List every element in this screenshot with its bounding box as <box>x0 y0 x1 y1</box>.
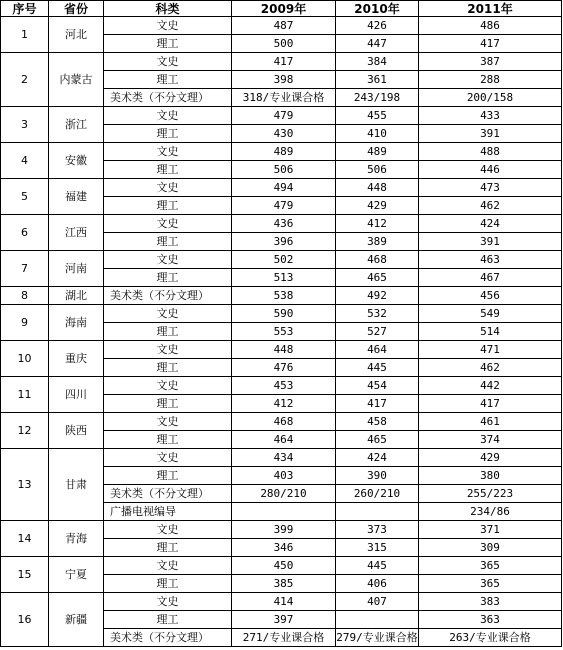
category-cell: 文史 <box>104 107 232 125</box>
score-2011: 387 <box>419 53 562 71</box>
score-2010: 454 <box>336 377 419 395</box>
province-cell: 湖北 <box>49 287 104 305</box>
score-2010: 279/专业课合格 <box>336 629 419 647</box>
score-2009: 417 <box>232 53 336 71</box>
score-2009: 414 <box>232 593 336 611</box>
score-2010: 417 <box>336 395 419 413</box>
header-province: 省份 <box>49 1 104 17</box>
score-2011: 365 <box>419 575 562 593</box>
header-no: 序号 <box>1 1 49 17</box>
row-number: 6 <box>1 215 49 251</box>
score-2009: 397 <box>232 611 336 629</box>
row-number: 2 <box>1 53 49 107</box>
score-2010: 445 <box>336 557 419 575</box>
score-2010: 407 <box>336 593 419 611</box>
row-number: 4 <box>1 143 49 179</box>
score-2011: 456 <box>419 287 562 305</box>
category-cell: 文史 <box>104 593 232 611</box>
score-2009: 538 <box>232 287 336 305</box>
score-2010 <box>336 611 419 629</box>
score-2011: 234/86 <box>419 503 562 521</box>
category-cell: 理工 <box>104 269 232 287</box>
category-cell: 文史 <box>104 521 232 539</box>
category-cell: 理工 <box>104 125 232 143</box>
category-cell: 文史 <box>104 143 232 161</box>
row-number: 16 <box>1 593 49 647</box>
score-2010: 458 <box>336 413 419 431</box>
score-2010: 410 <box>336 125 419 143</box>
score-2011: 363 <box>419 611 562 629</box>
score-2010: 424 <box>336 449 419 467</box>
category-cell: 文史 <box>104 53 232 71</box>
score-2011: 263/专业课合格 <box>419 629 562 647</box>
category-cell: 文史 <box>104 413 232 431</box>
score-2011: 442 <box>419 377 562 395</box>
score-2009: 464 <box>232 431 336 449</box>
score-2011: 417 <box>419 395 562 413</box>
row-number: 1 <box>1 17 49 53</box>
category-cell: 文史 <box>104 449 232 467</box>
score-2010: 448 <box>336 179 419 197</box>
score-2009: 513 <box>232 269 336 287</box>
category-cell: 文史 <box>104 557 232 575</box>
score-2009: 271/专业课合格 <box>232 629 336 647</box>
province-cell: 福建 <box>49 179 104 215</box>
score-2011: 429 <box>419 449 562 467</box>
province-cell: 新疆 <box>49 593 104 647</box>
score-2011: 446 <box>419 161 562 179</box>
category-cell: 理工 <box>104 575 232 593</box>
row-number: 7 <box>1 251 49 287</box>
category-cell: 理工 <box>104 323 232 341</box>
table-row <box>1 413 562 431</box>
table-row <box>1 107 562 125</box>
score-2009: 468 <box>232 413 336 431</box>
score-2010: 492 <box>336 287 419 305</box>
row-number: 5 <box>1 179 49 215</box>
score-2010: 464 <box>336 341 419 359</box>
score-2011: 471 <box>419 341 562 359</box>
score-2009: 476 <box>232 359 336 377</box>
province-cell: 重庆 <box>49 341 104 377</box>
score-2009: 280/210 <box>232 485 336 503</box>
province-cell: 江西 <box>49 215 104 251</box>
score-2010 <box>336 503 419 521</box>
score-2010: 390 <box>336 467 419 485</box>
score-2010: 489 <box>336 143 419 161</box>
category-cell: 美术类（不分文理） <box>104 485 232 503</box>
score-2009: 430 <box>232 125 336 143</box>
category-cell: 理工 <box>104 539 232 557</box>
row-number: 13 <box>1 449 49 521</box>
table-row <box>1 143 562 161</box>
score-2009: 590 <box>232 305 336 323</box>
province-cell: 四川 <box>49 377 104 413</box>
province-cell: 海南 <box>49 305 104 341</box>
score-2009: 453 <box>232 377 336 395</box>
score-2011: 473 <box>419 179 562 197</box>
score-2009: 434 <box>232 449 336 467</box>
score-2009: 396 <box>232 233 336 251</box>
score-2011: 391 <box>419 233 562 251</box>
table-row <box>1 53 562 71</box>
score-2011: 467 <box>419 269 562 287</box>
table-row <box>1 377 562 395</box>
score-2009: 398 <box>232 71 336 89</box>
table-row <box>1 305 562 323</box>
score-2011: 380 <box>419 467 562 485</box>
score-2010: 389 <box>336 233 419 251</box>
table-row <box>1 179 562 197</box>
score-2011: 462 <box>419 197 562 215</box>
score-2009 <box>232 503 336 521</box>
score-2009: 436 <box>232 215 336 233</box>
table-body <box>1 17 562 647</box>
score-2011: 255/223 <box>419 485 562 503</box>
province-cell: 河北 <box>49 17 104 53</box>
score-2010: 315 <box>336 539 419 557</box>
score-2011: 371 <box>419 521 562 539</box>
score-2011: 461 <box>419 413 562 431</box>
score-2010: 412 <box>336 215 419 233</box>
category-cell: 文史 <box>104 341 232 359</box>
score-2011: 374 <box>419 431 562 449</box>
score-2011: 463 <box>419 251 562 269</box>
score-2009: 318/专业课合格 <box>232 89 336 107</box>
category-cell: 文史 <box>104 215 232 233</box>
category-cell: 理工 <box>104 611 232 629</box>
table-row <box>1 557 562 575</box>
header-2010: 2010年 <box>336 1 419 17</box>
category-cell: 文史 <box>104 377 232 395</box>
category-cell: 理工 <box>104 359 232 377</box>
province-cell: 内蒙古 <box>49 53 104 107</box>
category-cell: 文史 <box>104 305 232 323</box>
category-cell: 理工 <box>104 395 232 413</box>
score-2011: 462 <box>419 359 562 377</box>
score-2011: 488 <box>419 143 562 161</box>
category-cell: 理工 <box>104 233 232 251</box>
score-2010: 532 <box>336 305 419 323</box>
score-2010: 429 <box>336 197 419 215</box>
category-cell: 理工 <box>104 431 232 449</box>
province-cell: 宁夏 <box>49 557 104 593</box>
category-cell: 理工 <box>104 197 232 215</box>
row-number: 9 <box>1 305 49 341</box>
score-2010: 445 <box>336 359 419 377</box>
row-number: 8 <box>1 287 49 305</box>
category-cell: 文史 <box>104 251 232 269</box>
category-cell: 美术类（不分文理） <box>104 629 232 647</box>
table-row <box>1 215 562 233</box>
score-2010: 384 <box>336 53 419 71</box>
score-2009: 479 <box>232 197 336 215</box>
score-2010: 373 <box>336 521 419 539</box>
score-2011: 514 <box>419 323 562 341</box>
category-cell: 理工 <box>104 467 232 485</box>
score-2011: 383 <box>419 593 562 611</box>
score-2010: 465 <box>336 269 419 287</box>
score-2009: 346 <box>232 539 336 557</box>
category-cell: 广播电视编导 <box>104 503 232 521</box>
score-2010: 506 <box>336 161 419 179</box>
score-2011: 365 <box>419 557 562 575</box>
score-2011: 309 <box>419 539 562 557</box>
score-2011: 549 <box>419 305 562 323</box>
score-2011: 391 <box>419 125 562 143</box>
table-row <box>1 449 562 467</box>
score-2009: 489 <box>232 143 336 161</box>
header-2011: 2011年 <box>419 1 562 17</box>
row-number: 3 <box>1 107 49 143</box>
score-2011: 417 <box>419 35 562 53</box>
score-2011: 288 <box>419 71 562 89</box>
table-row <box>1 341 562 359</box>
province-cell: 浙江 <box>49 107 104 143</box>
score-2009: 448 <box>232 341 336 359</box>
score-2009: 494 <box>232 179 336 197</box>
score-2010: 406 <box>336 575 419 593</box>
header-row <box>1 1 562 17</box>
score-2009: 412 <box>232 395 336 413</box>
score-2009: 479 <box>232 107 336 125</box>
table-row <box>1 593 562 611</box>
score-2009: 385 <box>232 575 336 593</box>
category-cell: 文史 <box>104 179 232 197</box>
province-cell: 陕西 <box>49 413 104 449</box>
category-cell: 美术类（不分文理） <box>104 89 232 107</box>
province-cell: 甘肃 <box>49 449 104 521</box>
header-2009: 2009年 <box>232 1 336 17</box>
table-row <box>1 17 562 35</box>
score-2010: 361 <box>336 71 419 89</box>
score-2009: 500 <box>232 35 336 53</box>
score-2011: 424 <box>419 215 562 233</box>
category-cell: 理工 <box>104 161 232 179</box>
score-2010: 243/198 <box>336 89 419 107</box>
score-2009: 553 <box>232 323 336 341</box>
score-2011: 486 <box>419 17 562 35</box>
category-cell: 理工 <box>104 35 232 53</box>
score-2011: 200/158 <box>419 89 562 107</box>
score-2010: 447 <box>336 35 419 53</box>
table-row <box>1 251 562 269</box>
category-cell: 文史 <box>104 17 232 35</box>
category-cell: 理工 <box>104 71 232 89</box>
row-number: 11 <box>1 377 49 413</box>
score-2010: 426 <box>336 17 419 35</box>
score-2009: 506 <box>232 161 336 179</box>
header-category: 科类 <box>104 1 232 17</box>
score-2010: 260/210 <box>336 485 419 503</box>
row-number: 12 <box>1 413 49 449</box>
score-2009: 502 <box>232 251 336 269</box>
row-number: 14 <box>1 521 49 557</box>
row-number: 10 <box>1 341 49 377</box>
score-2011: 433 <box>419 107 562 125</box>
category-cell: 美术类（不分文理） <box>104 287 232 305</box>
score-2009: 487 <box>232 17 336 35</box>
score-2009: 403 <box>232 467 336 485</box>
row-number: 15 <box>1 557 49 593</box>
province-cell: 河南 <box>49 251 104 287</box>
table-row <box>1 521 562 539</box>
province-cell: 安徽 <box>49 143 104 179</box>
score-2010: 527 <box>336 323 419 341</box>
score-2010: 455 <box>336 107 419 125</box>
table-row <box>1 287 562 305</box>
score-2009: 450 <box>232 557 336 575</box>
province-cell: 青海 <box>49 521 104 557</box>
score-2009: 399 <box>232 521 336 539</box>
score-2010: 468 <box>336 251 419 269</box>
score-2010: 465 <box>336 431 419 449</box>
